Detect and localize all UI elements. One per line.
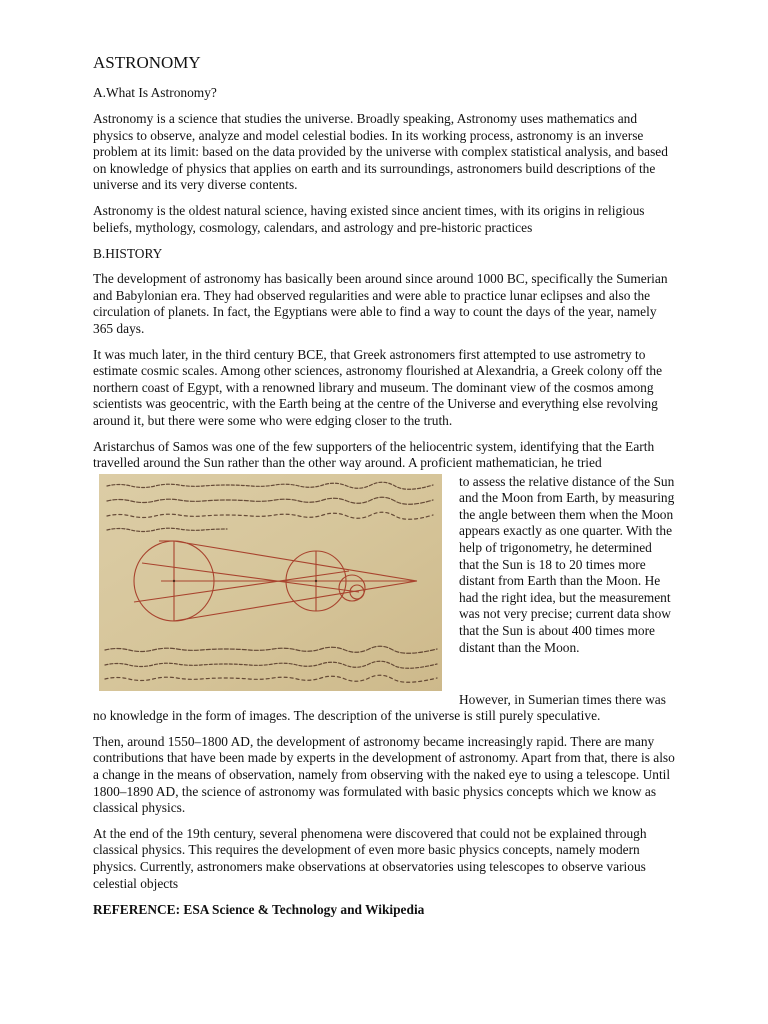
section-a-paragraph: Astronomy is a science that studies the universe. Broadly speaking, Astronomy uses mathematics and physics to observe, analyze and model celestial bodies. In its working process, astronomy is an inverse problem at its limit: based on the data provided by the universe with complex statistical analysis, and based on knowledge of physics that applies on earth and its surroundings, astronomers build descriptions of the universe and its very diverse contents. — [93, 111, 668, 193]
manuscript-diagram-image — [99, 474, 442, 691]
history-paragraph: However, in Sumerian times there was no knowledge in the form of images. The description of the universe is still purely speculative. — [93, 691, 666, 724]
section-a-paragraph: Astronomy is the oldest natural science, having existed since ancient times, with its origins in religious beliefs, mythology, cosmology, calendars, and astrology and pre-historic practices — [93, 202, 645, 235]
history-paragraph: Then, around 1550–1800 AD, the development of astronomy became increasingly rapid. There are many contributions that have been made by experts in the development of astronomy. Apart from that, there is also a change in the means of observation, namely from observing with the naked eye to using a telescope. Until 1800–1890 AD, the science of astronomy was formulated with basic physics concepts which we know as classical physics. — [93, 733, 675, 816]
document-title: ASTRONOMY — [93, 53, 201, 72]
history-paragraph: The development of astronomy has basically been around since around 1000 BC, specifically the Sumerian and Babylonian era. They had observed regularities and were able to practice lunar eclipses and also the circulation of planets. In fact, the Egyptians were able to find a way to count the days of the year, namely 365 days. — [93, 271, 668, 336]
figure-wrap-block — [93, 474, 675, 691]
history-paragraph-aristarchus-intro: Aristarchus of Samos was one of the few supporters of the heliocentric system, identifying that the Earth travelled around the Sun rather than the other way around. A proficient mathematician, he tried — [93, 438, 655, 471]
section-a-heading: A.What Is Astronomy? — [93, 85, 217, 100]
reference-line: REFERENCE: ESA Science & Technology and Wikipedia — [93, 902, 425, 918]
history-paragraph: It was much later, in the third century BCE, that Greek astronomers first attempted to use astrometry to estimate cosmic scales. Among other sciences, astronomy flourished at Alexandria, a Greek colony off the northern coast of Egypt, with a renowned library and museum. The dominant view of the cosmos among scientists was geocentric, with the Earth being at the centre of the Universe and everything else revolving around it, but there were some who were edging closer to the truth. — [93, 346, 663, 428]
document-page — [93, 52, 675, 918]
section-b-heading: B.HISTORY — [93, 246, 163, 262]
history-paragraph-aristarchus-wrap: to assess the relative distance of the Sun and the Moon from Earth, by measuring the angle between them when the Moon appears exactly as one quarter. With the help of trigonometry, he determined that the Sun is 18 to 20 times more distant from Earth than the Moon. He had the right idea, but the measurement was not very precise; current data show that the Sun is about 400 times more distant than the Moon. — [459, 473, 675, 655]
history-paragraph: At the end of the 19th century, several phenomena were discovered that could not be explained through classical physics. This requires the development of even more basic physics concepts, namely modern physics. Currently, astronomers make observations at observatories using telescopes to observe various celestial objects — [93, 825, 647, 891]
